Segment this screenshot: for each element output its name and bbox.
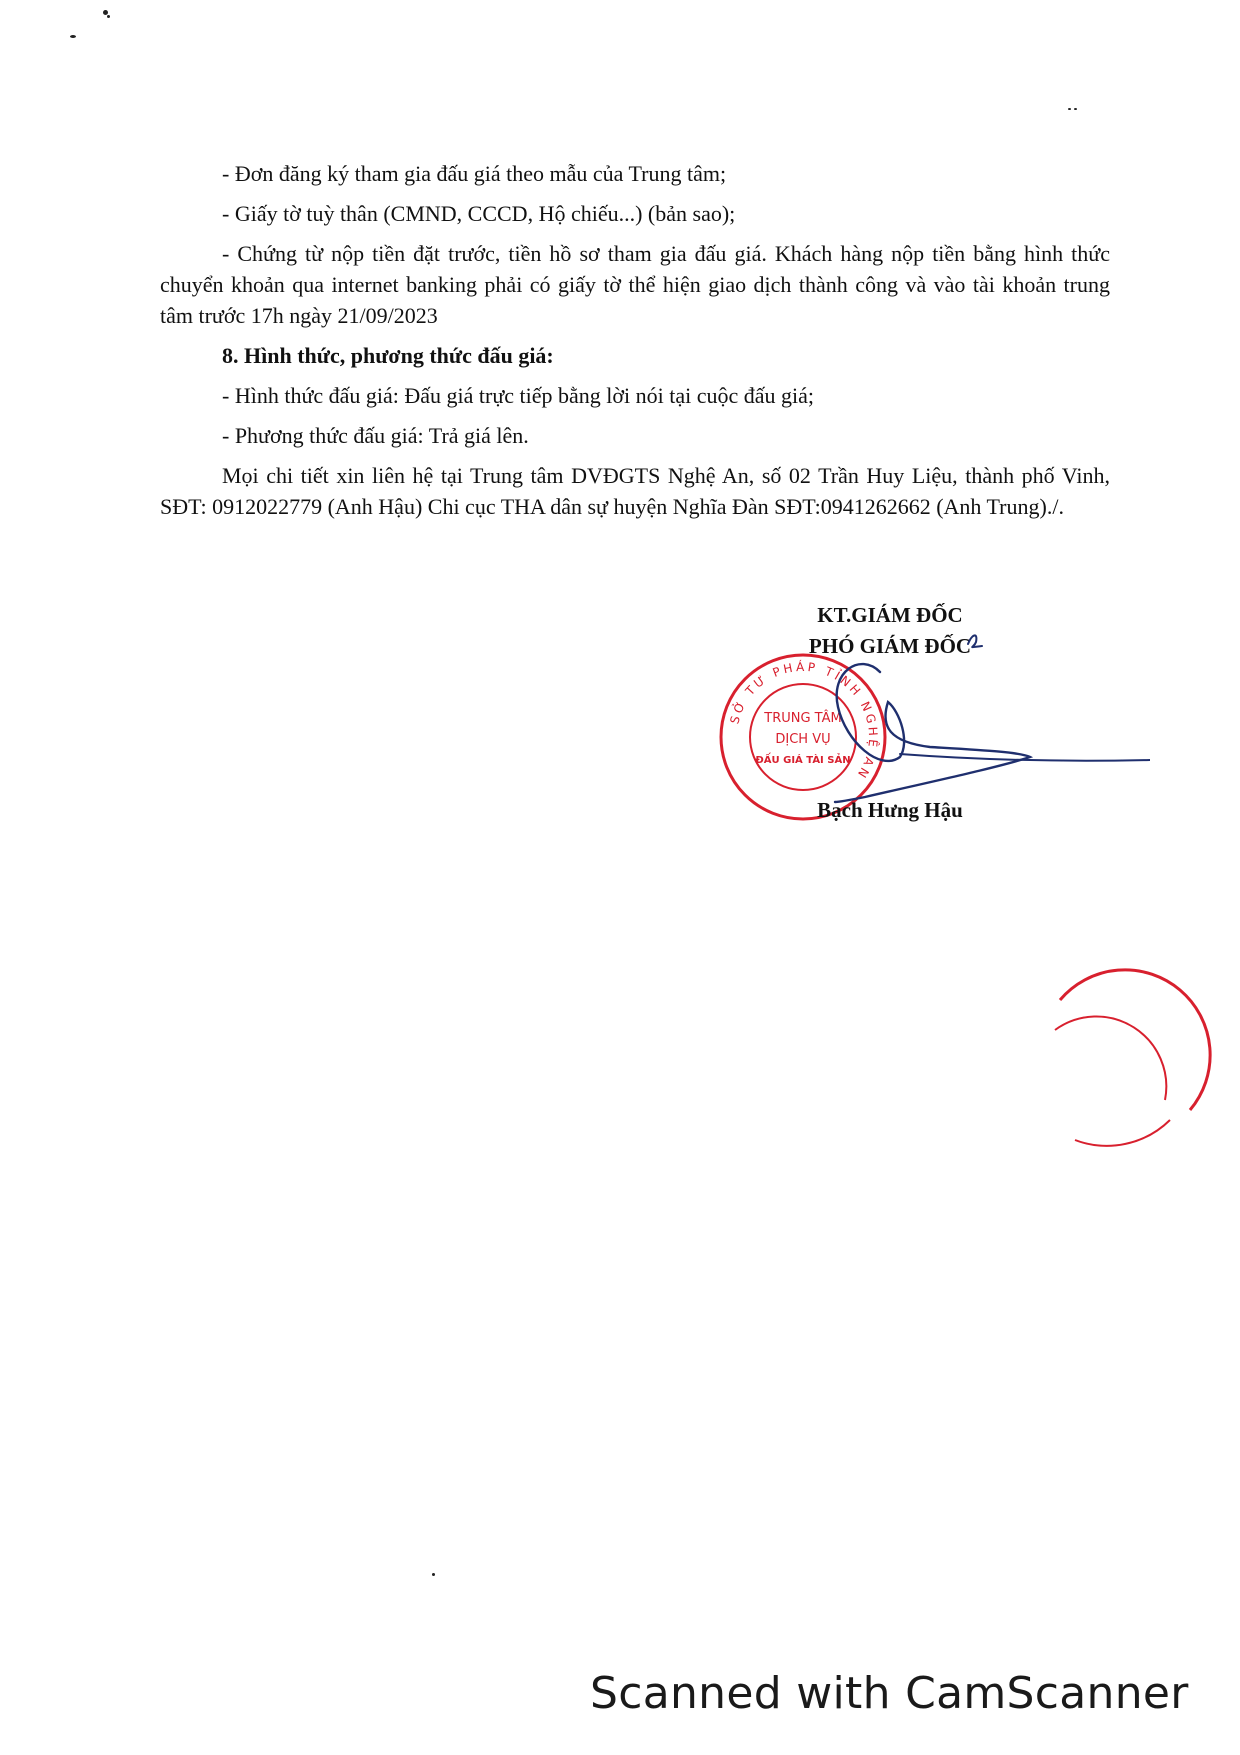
signature-title-line1: KT.GIÁM ĐỐC [817, 603, 963, 627]
partial-stamp [1040, 960, 1240, 1150]
paragraph-auction-method: - Phương thức đấu giá: Trả giá lên. [222, 423, 529, 448]
signer-name: Bạch Hưng Hậu [817, 798, 963, 822]
signature-title-line2: PHÓ GIÁM ĐỐC [808, 634, 972, 658]
stamp-line1: TRUNG TÂM [764, 711, 842, 726]
scanner-watermark: Scanned with CamScanner [590, 1668, 1189, 1719]
section-heading-auction-method: 8. Hình thức, phương thức đấu giá: [222, 343, 554, 368]
paragraph-auction-form: - Hình thức đấu giá: Đấu giá trực tiếp bằng lời nói tại cuộc đấu giá; [222, 383, 815, 408]
paragraph-registration-form: - Đơn đăng ký tham gia đấu giá theo mẫu của Trung tâm; [222, 161, 727, 186]
stamp-line3: ĐẤU GIÁ TÀI SẢN [755, 755, 851, 766]
paragraph-deposit-proof: - Chứng từ nộp tiền đặt trước, tiền hồ sơ tham gia đấu giá. Khách hàng nộp tiền bằng hình thức chuyển khoản qua internet banking phải có giấy tờ thể hiện giao dịch thành công và vào tài khoản trung tâm trước 17h ngày 21/09/2023 [160, 241, 1110, 328]
document-body [160, 158, 1110, 531]
paragraph-identity-papers: - Giấy tờ tuỳ thân (CMND, CCCD, Hộ chiếu...) (bản sao); [222, 201, 736, 226]
paragraph-contact-info: Mọi chi tiết xin liên hệ tại Trung tâm DVĐGTS Nghệ An, số 02 Trần Huy Liệu, thành phố Vinh, SĐT: 0912022779 (Anh Hậu) Chi cục THA dân sự huyện Nghĩa Đàn SĐT:0941262662 (Anh Trung)./. [160, 463, 1110, 519]
stamp-line2: DỊCH VỤ [775, 732, 831, 747]
stamp-ring-text: SỞ TƯ PHÁP TỈNH NGHỆ AN [727, 659, 881, 783]
